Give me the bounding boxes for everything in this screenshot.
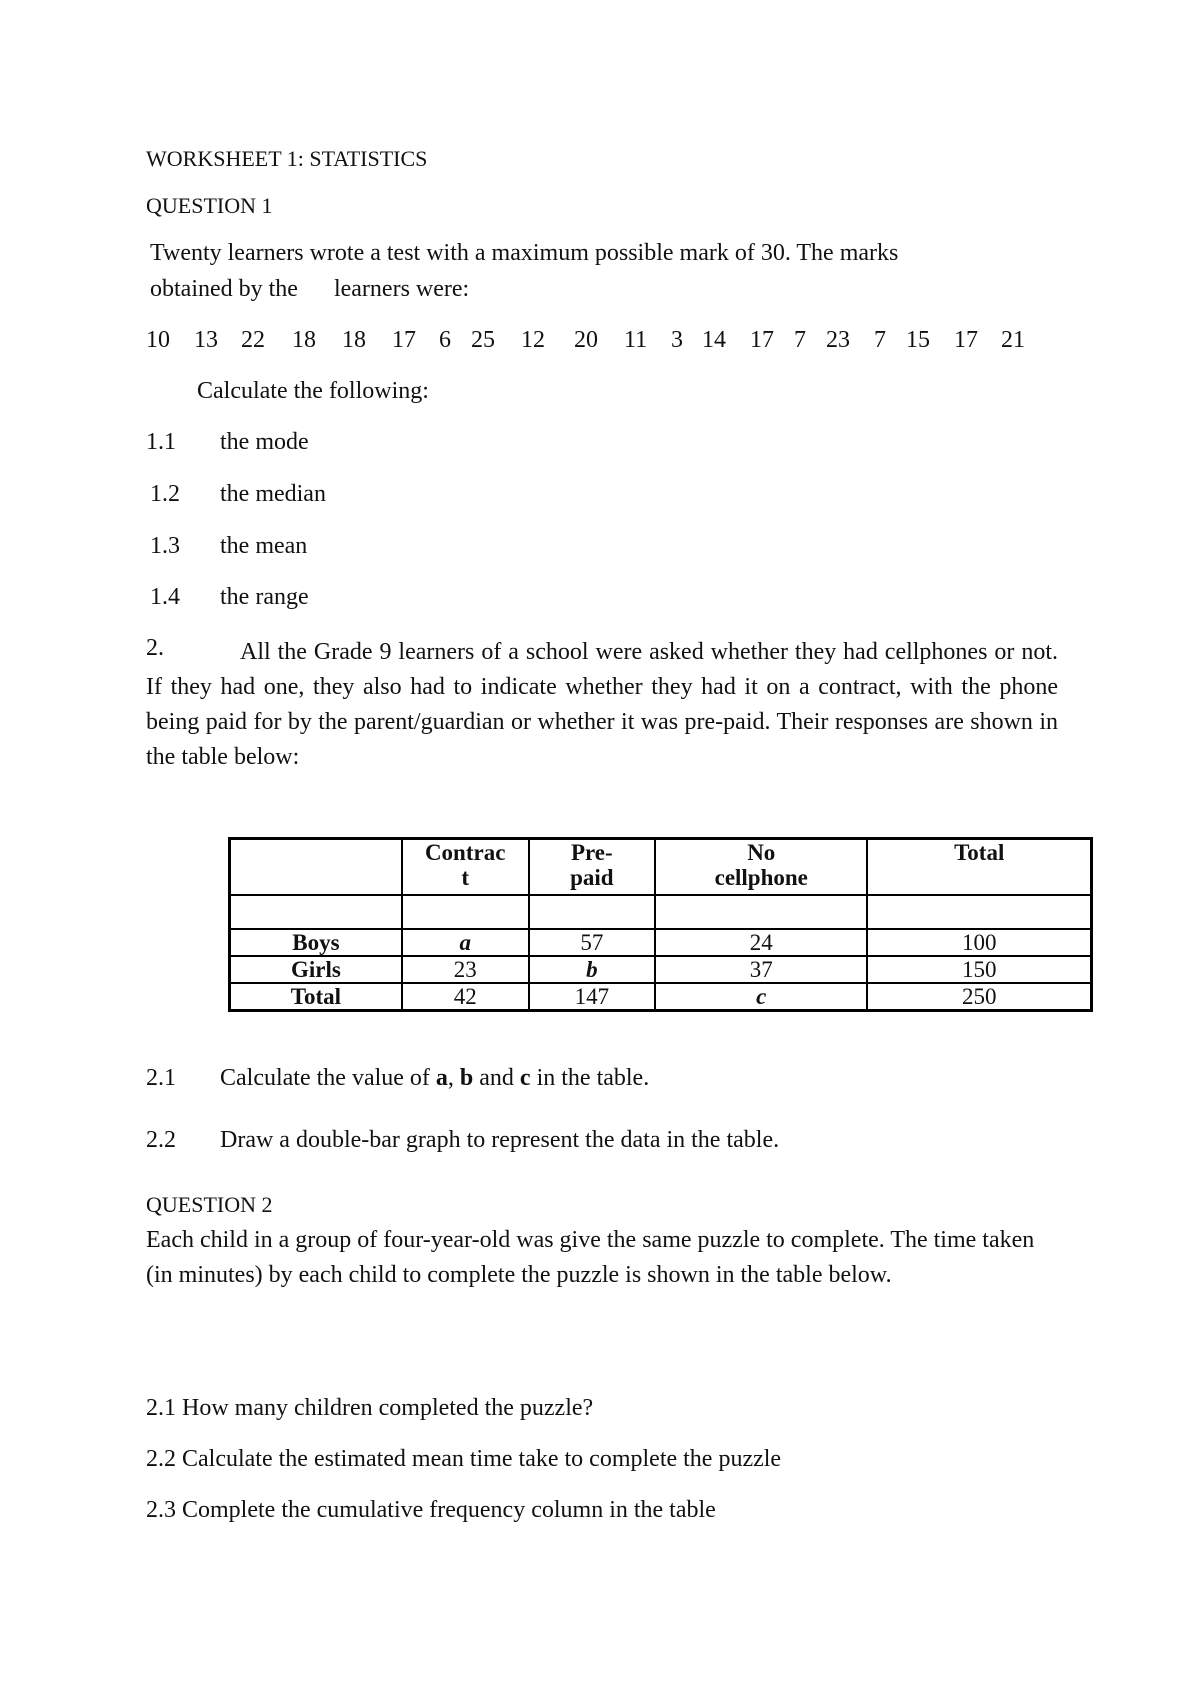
cell-no-cellphone: c xyxy=(655,983,867,1011)
item-number: 1.4 xyxy=(150,584,180,610)
question-2-heading: QUESTION 2 xyxy=(146,1192,273,1217)
mark: 17 xyxy=(392,327,416,353)
cell-prepaid: b xyxy=(529,956,656,983)
cell-contract: a xyxy=(402,929,529,956)
cell-total: 150 xyxy=(867,956,1091,983)
table-empty-row xyxy=(230,895,1092,929)
header-prepaid: Pre- paid xyxy=(529,839,656,895)
responses-table xyxy=(228,837,1093,1012)
cell-total: 250 xyxy=(867,983,1091,1011)
q1-part-2-number: 2. xyxy=(146,635,164,661)
mark: 17 xyxy=(954,327,978,353)
item-number: 2.2 xyxy=(146,1127,176,1153)
mark: 22 xyxy=(241,327,265,353)
mark: 12 xyxy=(521,327,545,353)
mark: 17 xyxy=(750,327,774,353)
q1-instruction: Calculate the following: xyxy=(197,378,429,404)
table-row xyxy=(230,929,1092,956)
q1-item-4 xyxy=(150,584,309,611)
mark: 25 xyxy=(471,327,495,353)
q1-sub-2-2 xyxy=(146,1127,779,1154)
page-title: WORKSHEET 1: STATISTICS xyxy=(146,146,428,171)
mark: 21 xyxy=(1001,327,1025,353)
item-text: Draw a double-bar graph to represent the data in the table. xyxy=(220,1127,780,1153)
q1-intro-line-2: obtained by the learners were: xyxy=(150,276,470,302)
row-label: Boys xyxy=(230,929,402,956)
row-label: Total xyxy=(230,983,402,1011)
item-text: the mode xyxy=(220,429,309,455)
mark: 3 xyxy=(671,327,683,353)
mark: 14 xyxy=(702,327,726,353)
item-text: the median xyxy=(220,481,326,507)
mark: 18 xyxy=(292,327,316,353)
mark: 23 xyxy=(826,327,850,353)
question-1-heading: QUESTION 1 xyxy=(146,193,273,218)
cell-prepaid: 57 xyxy=(529,929,656,956)
q1-sub-2-1: 2.1 Calculate the value of a, b and c in the table. xyxy=(146,1065,650,1091)
q1-part-2-text: All the Grade 9 learners of a school were asked whether they had cellphones or not. If they had one, they also had to indicate whether they had it on a contract, with the phone being paid for by the parent/guardian or whether it was pre-paid. Their responses are shown in the table below: xyxy=(146,639,1058,770)
mark: 7 xyxy=(794,327,806,353)
item-number: 1.3 xyxy=(150,533,180,559)
item-text: the mean xyxy=(220,533,308,559)
q1-intro-line-1: Twenty learners wrote a test with a maximum possible mark of 30. The marks xyxy=(150,240,899,266)
mark: 18 xyxy=(342,327,366,353)
table-corner-cell xyxy=(230,839,402,895)
mark: 20 xyxy=(574,327,598,353)
cell-no-cellphone: 37 xyxy=(655,956,867,983)
marks-list xyxy=(146,327,1031,354)
header-no-cellphone: No cellphone xyxy=(655,839,867,895)
mark: 10 xyxy=(146,327,170,353)
header-total: Total xyxy=(867,839,1091,895)
q2-item-2: 2.2 Calculate the estimated mean time take to complete the puzzle xyxy=(146,1446,782,1472)
q1-item-1 xyxy=(146,429,309,456)
cell-prepaid: 147 xyxy=(529,983,656,1011)
item-number: 1.2 xyxy=(150,481,180,507)
mark: 7 xyxy=(874,327,886,353)
item-text: the range xyxy=(220,584,309,610)
q1-item-2 xyxy=(150,481,326,508)
table-row xyxy=(230,956,1092,983)
mark: 13 xyxy=(194,327,218,353)
q2-item-3: 2.3 Complete the cumulative frequency column in the table xyxy=(146,1497,716,1523)
mark: 6 xyxy=(439,327,451,353)
header-contract: Contrac t xyxy=(402,839,529,895)
cell-contract: 42 xyxy=(402,983,529,1011)
item-number: 2.1 xyxy=(146,1065,176,1091)
row-label: Girls xyxy=(230,956,402,983)
q1-item-3 xyxy=(150,533,307,560)
mark: 11 xyxy=(624,327,648,353)
item-number: 1.1 xyxy=(146,429,176,455)
cell-contract: 23 xyxy=(402,956,529,983)
table-header-row xyxy=(230,839,1092,895)
cell-total: 100 xyxy=(867,929,1091,956)
cell-no-cellphone: 24 xyxy=(655,929,867,956)
q2-intro: Each child in a group of four-year-old was give the same puzzle to complete. The time taken (in minutes) by each child to complete the puzzle is shown in the table below. xyxy=(146,1227,1035,1288)
mark: 15 xyxy=(906,327,930,353)
table-row xyxy=(230,983,1092,1011)
q2-item-1: 2.1 How many children completed the puzzle? xyxy=(146,1395,594,1421)
